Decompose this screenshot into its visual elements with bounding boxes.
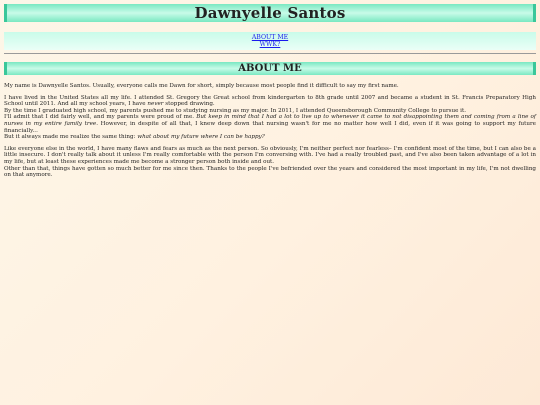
nursing-paragraph: By the time I graduated high school, my parents pushed me to studying nursing as my major. In 2011, I attended Queensborough Community College to pursue it. — [4, 107, 466, 114]
emphasis-text: what about my future where I can be happy? — [137, 134, 265, 141]
future-paragraph — [4, 134, 536, 141]
section-banner — [4, 62, 536, 75]
intro-paragraph: My name is Dawnyelle Santos. Usually, everyone calls me Dawn for short, simply because most people find it difficult to say my first name. — [4, 83, 399, 89]
emphasis-text: never — [147, 101, 164, 108]
parents-paragraph — [4, 114, 536, 134]
page — [4, 4, 536, 184]
closing-paragraph: Other than that, things have gotten so much better for me since then. Thanks to the people I've befriended over the years and considered the most important in my life, I'm not dwelling on that anymore. — [4, 165, 536, 179]
title-banner — [4, 4, 536, 22]
text-span: But it always made me realize the same thing: — [4, 134, 138, 141]
about-content — [4, 83, 536, 179]
nav-link-about-me[interactable]: ABOUT ME — [251, 33, 289, 41]
text-span: I have lived in the United States all my life. I attended St. Gregory the Great school from kindergarten to 8th grade until 2007 and became a student in St. Francis Preparatory High School until 2011. And all my school years, I have — [4, 94, 536, 108]
text-span: stopped drawing. — [163, 101, 215, 108]
nav-link-wwk[interactable]: WWK? — [259, 41, 281, 48]
text-span: I'll admit that I did fairly well, and my parents were proud of me. — [4, 114, 197, 121]
text-span: However, in despite of all that, I knew deep down that nursing wasn't for me no matter how well I did, even if it was going to support my future financially... — [4, 120, 536, 134]
divider — [4, 53, 536, 54]
school-paragraph — [4, 95, 536, 108]
emphasis-text: But keep in mind that I had a lot to live up to whenever it came to not disappointing them and coming from a line of nurses in my entire family tree. — [4, 114, 536, 127]
flaws-paragraph: Like everyone else in the world, I have many flaws and fears as much as the next person. So obviously, I'm neither perfect nor fearless– I'm confident most of the time, but I can also be a little insecure. I don't really talk about it unless I'm really comfortable with the person I'm conversing with. I've had a really troubled past, and I've also been taken advantage of a lot in my life, but at least these experiences made me become a stronger person both inside and out. — [4, 145, 536, 165]
page-title: Dawnyelle Santos — [194, 4, 346, 22]
nav-menu — [4, 32, 536, 50]
section-heading: ABOUT ME — [238, 63, 302, 74]
